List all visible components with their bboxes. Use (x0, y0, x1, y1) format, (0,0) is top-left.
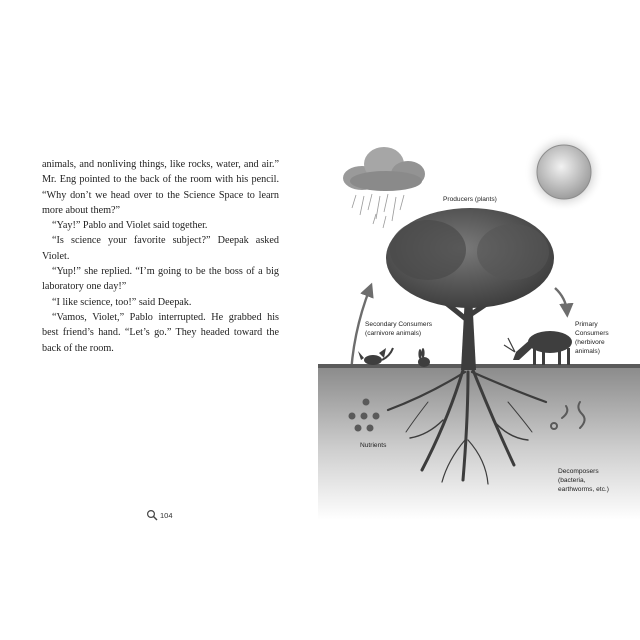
fox-icon (358, 348, 393, 365)
label-decomposers: Decomposers (558, 468, 599, 475)
page-number (146, 509, 173, 521)
label-producers: Producers (plants) (443, 196, 497, 203)
label-primary-herbivore: (herbivore (575, 339, 605, 346)
label-primary: Primary (575, 321, 598, 328)
label-decomposers-bacteria: (bacteria, (558, 477, 586, 484)
sun-icon (524, 132, 604, 212)
story-paragraph-3: “Is science your favorite subject?” Deepak asked Violet. (42, 235, 279, 262)
page-number-text: 104 (160, 510, 173, 520)
magnifier-icon (146, 509, 158, 521)
label-secondary-consumers-sub: (carnivore animals) (365, 330, 422, 337)
story-paragraph-5: “I like science, too!” said Deepak. (52, 296, 192, 308)
story-paragraph-6: “Vamos, Violet,” Pablo interrupted. He grabbed his best friend’s hand. “Let’s go.” They headed toward the back of the room. (42, 311, 279, 354)
ecosystem-diagram (318, 120, 640, 520)
label-secondary-consumers: Secondary Consumers (365, 321, 433, 328)
story-paragraph-1: animals, and nonliving things, like rocks, water, and air.” Mr. Eng pointed to the back of the room with his pencil. “Why don’t we head over to the Science Space to learn more about them?” (42, 159, 279, 216)
label-decomposers-earthworms: earthworms, etc.) (558, 486, 609, 493)
rain-icon (352, 194, 404, 228)
story-paragraph-2: “Yay!” Pablo and Violet said together. (52, 220, 208, 232)
rabbit-icon (418, 348, 430, 367)
label-nutrients: Nutrients (360, 442, 387, 449)
label-primary-animals: animals) (575, 348, 600, 355)
story-paragraph-4: “Yup!” she replied. “I’m going to be the boss of a big laboratory one day!” (42, 266, 279, 293)
cloud-icon (343, 147, 425, 191)
grass-line (318, 364, 640, 368)
deer-icon (504, 331, 572, 365)
label-primary-consumers: Consumers (575, 330, 609, 337)
story-text (42, 157, 279, 356)
